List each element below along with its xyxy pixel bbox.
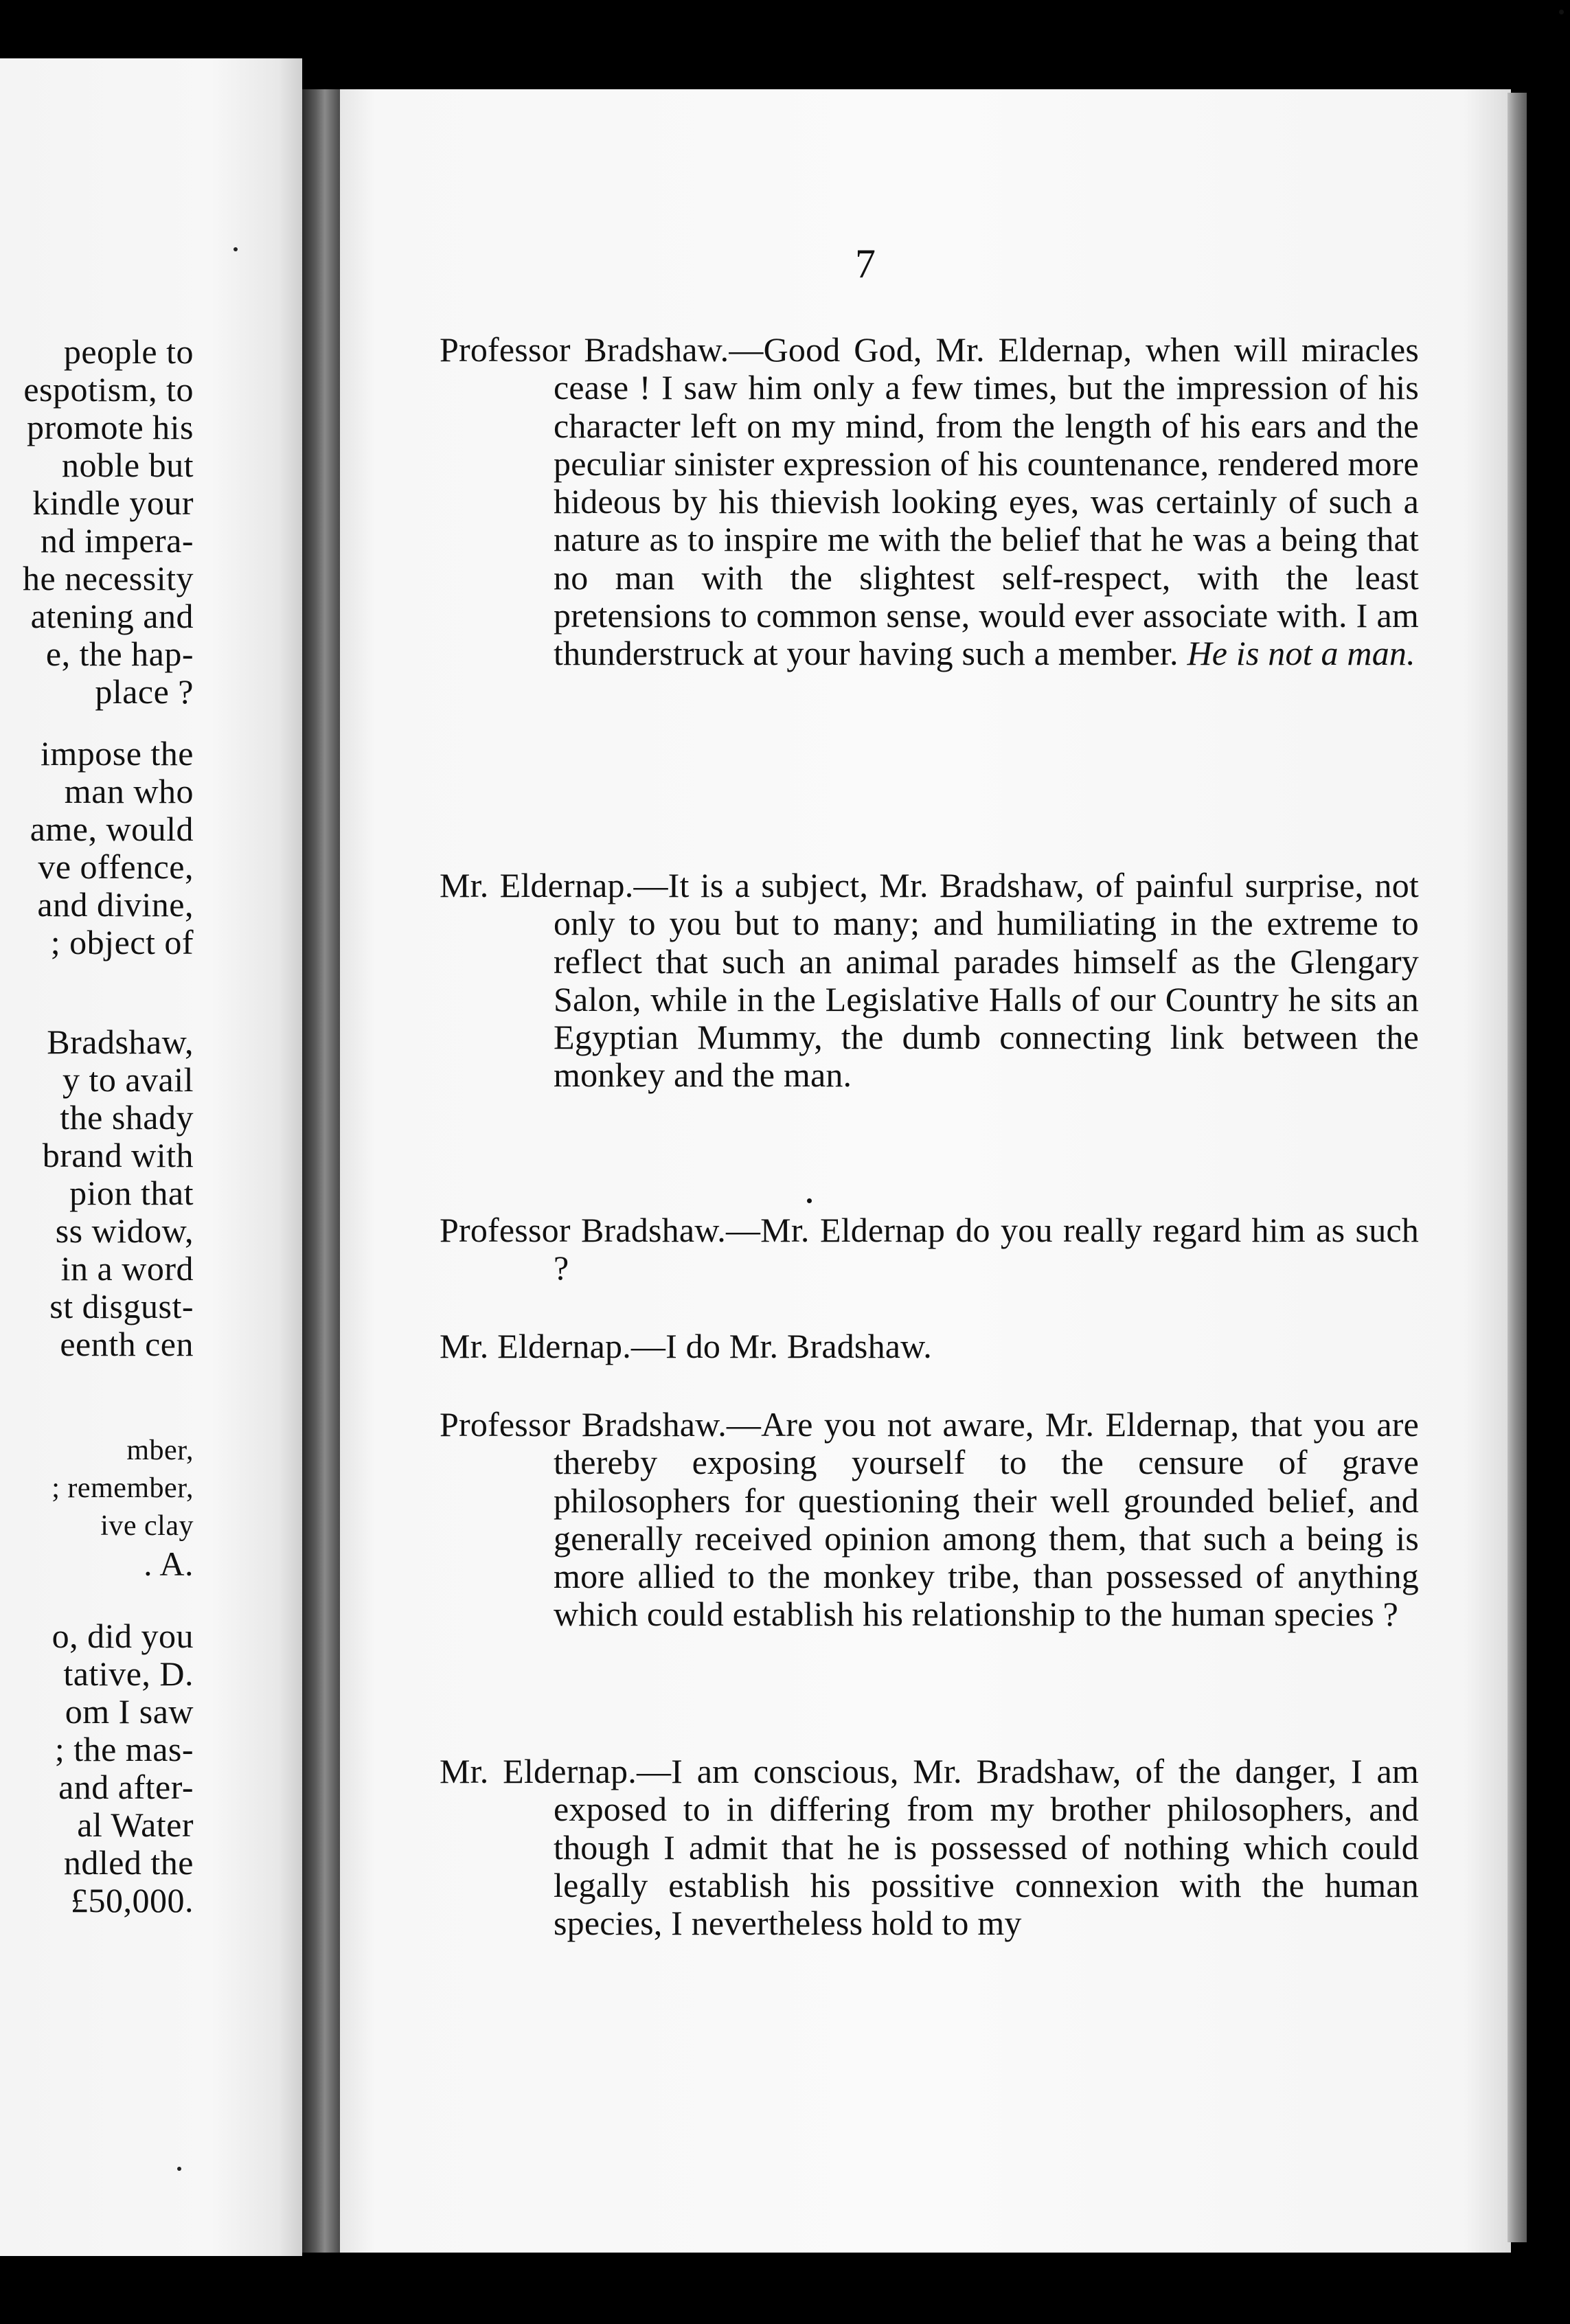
- speaker-name: Mr. Eldernap.: [440, 866, 634, 904]
- left-text-line: atening and: [30, 597, 194, 635]
- left-text-line: tative, D.: [63, 1654, 194, 1693]
- left-text-line: e, the hap-: [45, 635, 194, 673]
- ink-speck: [234, 247, 238, 251]
- left-text-line: al Water: [77, 1805, 194, 1844]
- left-text-line: Bradshaw,: [47, 1023, 194, 1061]
- left-text-line: . A.: [144, 1545, 194, 1583]
- left-text-line: st disgust-: [49, 1287, 194, 1325]
- italic-remark: He is not a man.: [1187, 634, 1415, 673]
- left-text-line: ndled the: [63, 1843, 194, 1882]
- dialogue-paragraph: [440, 1753, 1419, 1942]
- dialogue-text: —Mr. Eldernap do you really regard him as such ?: [554, 1211, 1419, 1288]
- dialogue-paragraph: [440, 867, 1419, 1095]
- left-text-line: promote his: [27, 408, 194, 446]
- speaker-name: Mr. Eldernap.: [440, 1327, 631, 1365]
- left-text-line: people to: [63, 332, 194, 371]
- left-text-line: mber,: [126, 1435, 194, 1466]
- left-text-line: and divine,: [37, 885, 194, 924]
- dialogue-paragraph: [440, 331, 1419, 673]
- left-text-line: and after-: [58, 1768, 194, 1806]
- speaker-name: Professor Bradshaw.: [440, 330, 729, 369]
- left-text-line: ve offence,: [38, 847, 194, 886]
- left-text-line: nd impera-: [41, 521, 194, 560]
- left-text-line: y to avail: [62, 1060, 194, 1099]
- left-text-line: ive clay: [100, 1510, 194, 1542]
- dialogue-paragraph: [440, 1406, 1419, 1634]
- left-text-line: ame, would: [30, 810, 194, 848]
- book-gutter: [302, 89, 340, 2253]
- left-text-line: place ?: [95, 672, 194, 711]
- dialogue-paragraph: [440, 1211, 1419, 1288]
- ink-speck: [1559, 10, 1564, 14]
- left-text-line: impose the: [40, 734, 194, 773]
- page-edge-shadow: [1508, 93, 1527, 2242]
- speaker-name: Professor Bradshaw.: [440, 1405, 727, 1444]
- left-text-line: noble but: [62, 446, 194, 484]
- ink-speck: [807, 1198, 812, 1203]
- left-text-line: man who: [64, 772, 194, 810]
- left-text-line: om I saw: [65, 1692, 194, 1731]
- left-text-line: kindle your: [32, 483, 194, 522]
- speaker-name: Professor Bradshaw.: [440, 1211, 726, 1249]
- dialogue-text: —Are you not aware, Mr. Eldernap, that you are thereby exposing yourself to the censure of grave philosophers for questioning their well grounded belief, and generally received opinion among them, that such a being is more allied to the monkey tribe, than possessed of anything which could establish his relationship to the human species ?: [554, 1405, 1419, 1634]
- left-text-line: eenth cen: [60, 1325, 194, 1363]
- dialogue-text: —It is a subject, Mr. Bradshaw, of painful surprise, not only to you but to many; and humiliating in the extreme to reflect that such an animal parades himself as the Glengary Salon, while in the Legislative Halls of our Country he sits an Egyptian Mummy, the dumb connecting link between the monkey and the man.: [554, 866, 1419, 1095]
- left-text-line: brand with: [42, 1136, 194, 1174]
- dialogue-text: —Good God, Mr. Eldernap, when will miracles cease ! I saw him only a few times, but the impression of his character left on my mind, from the length of his ears and the peculiar sinister expression of his countenance, rendered more hideous by his thievish looking eyes, was certainly of such a nature as to inspire me with the belief that he was a being that no man with the slightest self-respect, with the least pretensions to common sense, would ever associate with. I am thunderstruck at your having such a member.: [554, 330, 1419, 673]
- left-text-line: ; object of: [50, 923, 194, 961]
- left-text-line: pion that: [69, 1174, 194, 1212]
- left-text-line: o, did you: [52, 1617, 194, 1655]
- dialogue-paragraph: [440, 1328, 1419, 1365]
- left-text-line: £50,000.: [71, 1881, 194, 1919]
- left-text-line: ; remember,: [52, 1472, 194, 1504]
- left-text-line: the shady: [60, 1098, 194, 1137]
- dialogue-text: —I am conscious, Mr. Bradshaw, of the danger, I am exposed to in differing from my brother philosophers, and though I admit that he is possessed of nothing which could legally establish his possitive connexion with the human species, I nevertheless hold to my: [554, 1752, 1420, 1943]
- left-text-line: ss widow,: [55, 1211, 194, 1250]
- left-facing-page: [0, 58, 302, 2256]
- left-text-line: in a word: [60, 1249, 194, 1288]
- ink-speck: [177, 2167, 181, 2171]
- left-text-line: espotism, to: [23, 370, 194, 409]
- speaker-name: Mr. Eldernap.: [440, 1752, 637, 1790]
- page-number: 7: [855, 241, 876, 286]
- left-text-line: ; the mas-: [54, 1730, 194, 1768]
- left-text-line: he necessity: [23, 559, 194, 597]
- dialogue-text: —I do Mr. Bradshaw.: [630, 1327, 932, 1365]
